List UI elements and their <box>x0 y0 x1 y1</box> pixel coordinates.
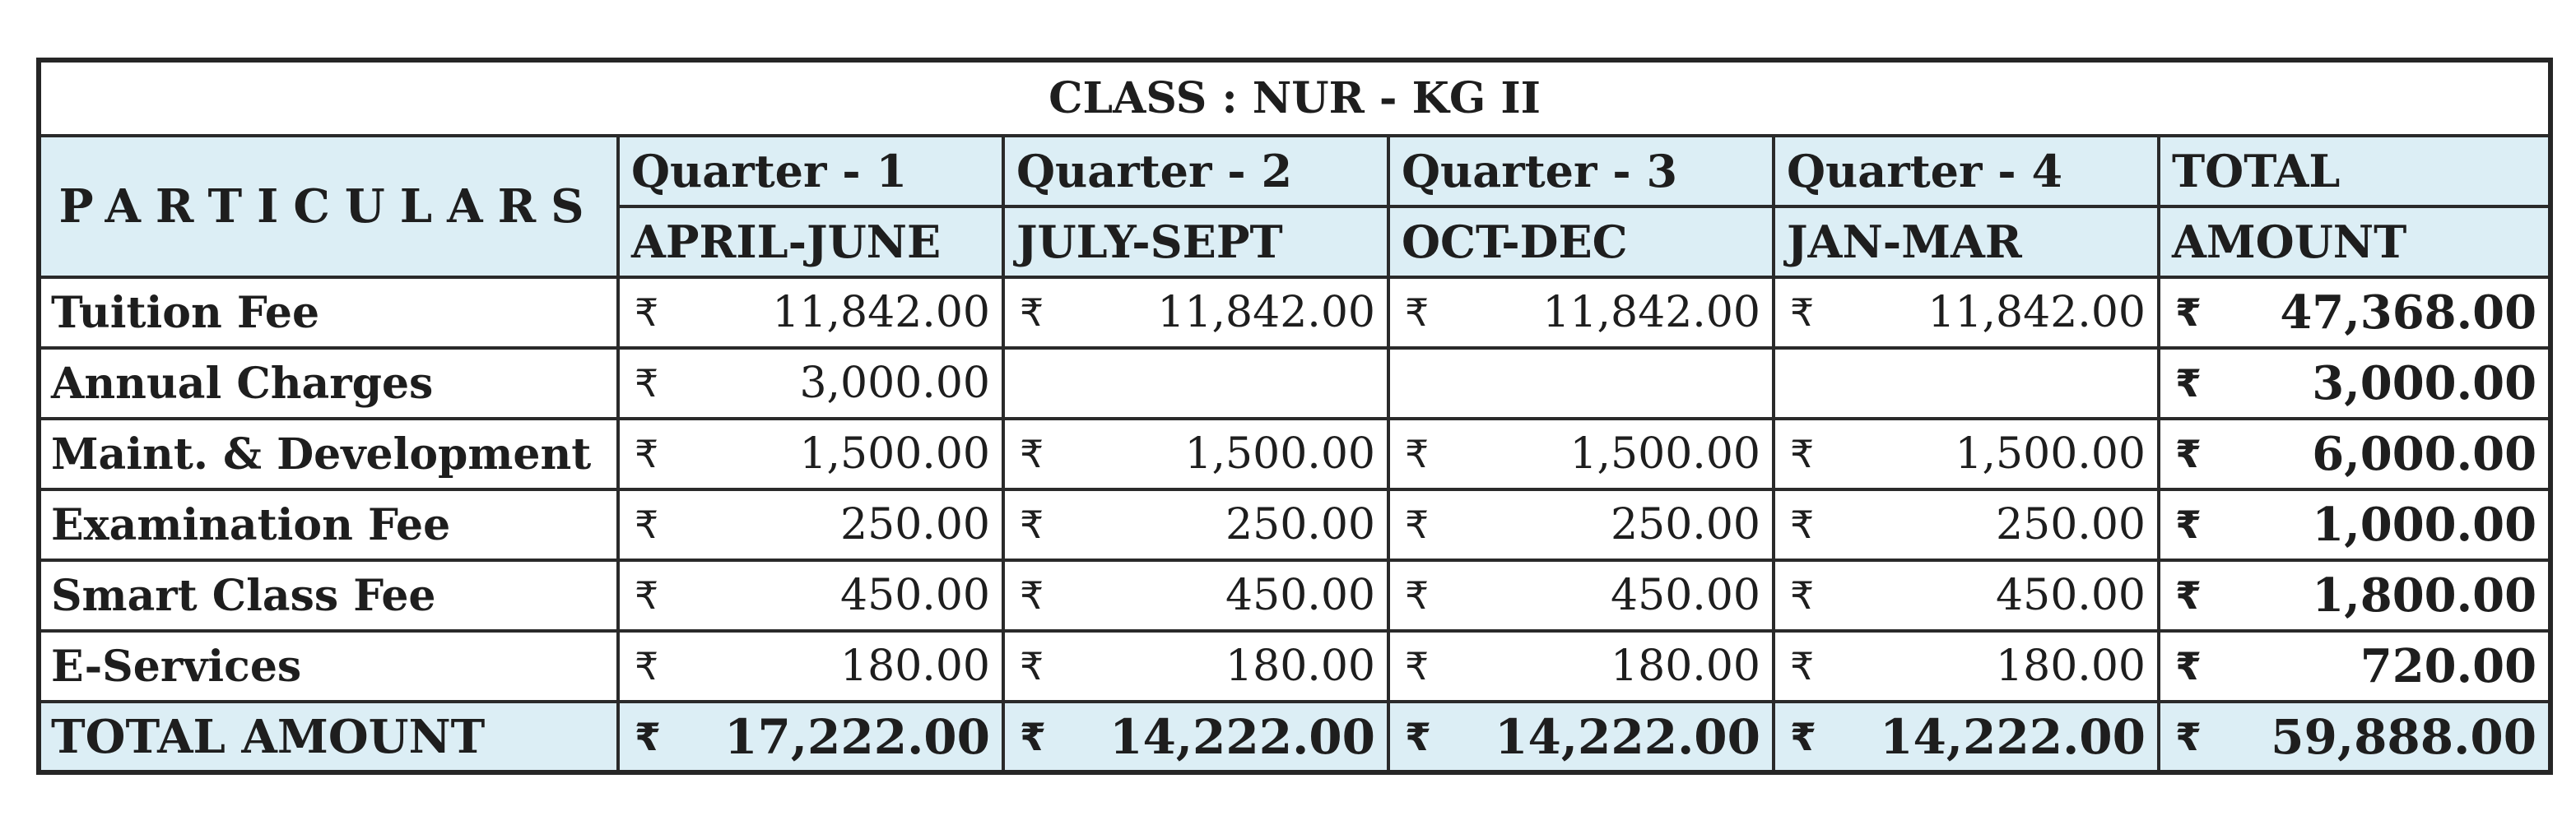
row-total-amount <box>2159 631 2550 702</box>
rupee-symbol: ₹ <box>1020 432 1044 476</box>
rupee-symbol: ₹ <box>1020 573 1044 618</box>
rupee-symbol: ₹ <box>635 432 659 476</box>
header-row-1 <box>39 136 2550 206</box>
quarter-2-period: JULY-SEPT <box>1003 206 1388 277</box>
total-row-label: TOTAL AMOUNT <box>39 702 618 772</box>
rupee-symbol: ₹ <box>2175 644 2202 688</box>
amount-value: 1,500.00 <box>1184 429 1375 479</box>
quarter-4-header: Quarter - 4 <box>1774 136 2159 206</box>
rupee-symbol: ₹ <box>1405 432 1430 476</box>
quarter-1-amount <box>618 560 1003 631</box>
quarter-3-amount <box>1388 348 1774 419</box>
rupee-symbol: ₹ <box>1790 503 1815 547</box>
quarter-3-amount <box>1388 419 1774 489</box>
quarter-1-header: Quarter - 1 <box>618 136 1003 206</box>
amount-value: 1,500.00 <box>1569 429 1760 479</box>
amount-value: 11,842.00 <box>772 288 990 337</box>
table-row <box>39 277 2550 348</box>
quarter-4-amount <box>1774 631 2159 702</box>
total-header-line2: AMOUNT <box>2159 206 2550 277</box>
amount-value: 17,222.00 <box>724 708 990 765</box>
amount-value: 180.00 <box>840 642 990 691</box>
row-label: Examination Fee <box>39 489 618 560</box>
amount-value: 1,800.00 <box>2312 568 2537 623</box>
rupee-symbol: ₹ <box>1405 290 1430 335</box>
fee-rows <box>39 277 2550 702</box>
class-title: CLASS : NUR - KG II <box>39 60 2550 136</box>
amount-value: 11,842.00 <box>1157 288 1375 337</box>
quarter-4-amount <box>1774 560 2159 631</box>
rupee-symbol: ₹ <box>1790 714 1817 759</box>
table-row <box>39 419 2550 489</box>
total-header-line1: TOTAL <box>2159 136 2550 206</box>
amount-value: 450.00 <box>840 571 990 620</box>
amount-value: 450.00 <box>1225 571 1375 620</box>
amount-value: 180.00 <box>1225 642 1375 691</box>
amount-value: 1,500.00 <box>1955 429 2146 479</box>
row-total-amount <box>2159 277 2550 348</box>
rupee-symbol: ₹ <box>2175 573 2202 618</box>
rupee-symbol: ₹ <box>1790 644 1815 688</box>
rupee-symbol: ₹ <box>635 714 662 759</box>
grand-total-amount <box>2159 702 2550 772</box>
quarter-2-amount <box>1003 277 1388 348</box>
rupee-symbol: ₹ <box>635 573 659 618</box>
amount-value: 180.00 <box>1611 642 1760 691</box>
quarter-1-amount <box>618 348 1003 419</box>
table-row <box>39 489 2550 560</box>
rupee-symbol: ₹ <box>1790 573 1815 618</box>
quarter-2-amount <box>1003 348 1388 419</box>
amount-value: 3,000.00 <box>799 359 990 408</box>
quarter-4-amount <box>1774 348 2159 419</box>
row-total-amount <box>2159 489 2550 560</box>
row-label: Maint. & Development <box>39 419 618 489</box>
quarter-4-amount <box>1774 277 2159 348</box>
quarter-2-amount <box>1003 631 1388 702</box>
quarter-1-amount <box>618 631 1003 702</box>
rupee-symbol: ₹ <box>2175 503 2202 547</box>
row-total-amount <box>2159 560 2550 631</box>
quarter-3-amount <box>1388 277 1774 348</box>
quarter-3-amount <box>1388 631 1774 702</box>
amount-value: 450.00 <box>1996 571 2146 620</box>
amount-value: 250.00 <box>1996 500 2146 549</box>
quarter-1-amount <box>618 277 1003 348</box>
amount-value: 14,222.00 <box>1495 708 1760 765</box>
quarter-2-amount <box>1003 419 1388 489</box>
table-row <box>39 560 2550 631</box>
particulars-header: PARTICULARS <box>39 136 618 277</box>
amount-value: 47,368.00 <box>2280 285 2537 340</box>
table-row <box>39 348 2550 419</box>
quarter-4-period: JAN-MAR <box>1774 206 2159 277</box>
quarter-3-period: OCT-DEC <box>1388 206 1774 277</box>
quarter-3-total <box>1388 702 1774 772</box>
amount-value: 6,000.00 <box>2312 427 2537 481</box>
rupee-symbol: ₹ <box>2175 714 2202 759</box>
row-total-amount <box>2159 419 2550 489</box>
table-row <box>39 631 2550 702</box>
amount-value: 720.00 <box>2360 639 2537 693</box>
amount-value: 250.00 <box>1225 500 1375 549</box>
quarter-4-amount <box>1774 419 2159 489</box>
amount-value: 11,842.00 <box>1927 288 2146 337</box>
title-row <box>39 60 2550 136</box>
rupee-symbol: ₹ <box>1405 644 1430 688</box>
rupee-symbol: ₹ <box>1790 290 1815 335</box>
total-row <box>39 702 2550 772</box>
rupee-symbol: ₹ <box>635 361 659 406</box>
quarter-2-total <box>1003 702 1388 772</box>
quarter-1-amount <box>618 489 1003 560</box>
quarter-2-amount <box>1003 560 1388 631</box>
amount-value: 14,222.00 <box>1880 708 2146 765</box>
rupee-symbol: ₹ <box>1020 503 1044 547</box>
amount-value: 11,842.00 <box>1542 288 1760 337</box>
amount-value: 450.00 <box>1611 571 1760 620</box>
quarter-2-header: Quarter - 2 <box>1003 136 1388 206</box>
amount-value: 250.00 <box>1611 500 1760 549</box>
quarter-3-amount <box>1388 560 1774 631</box>
amount-value: 3,000.00 <box>2312 356 2537 410</box>
quarter-1-total <box>618 702 1003 772</box>
amount-value: 1,000.00 <box>2312 498 2537 552</box>
amount-value: 180.00 <box>1996 642 2146 691</box>
rupee-symbol: ₹ <box>2175 432 2202 476</box>
fee-structure-table <box>36 58 2553 775</box>
amount-value: 1,500.00 <box>799 429 990 479</box>
rupee-symbol: ₹ <box>1405 573 1430 618</box>
row-label: E-Services <box>39 631 618 702</box>
rupee-symbol: ₹ <box>1405 714 1432 759</box>
quarter-3-header: Quarter - 3 <box>1388 136 1774 206</box>
rupee-symbol: ₹ <box>1020 644 1044 688</box>
amount-value: 14,222.00 <box>1109 708 1375 765</box>
rupee-symbol: ₹ <box>1020 290 1044 335</box>
row-total-amount <box>2159 348 2550 419</box>
amount-value: 250.00 <box>840 500 990 549</box>
quarter-4-amount <box>1774 489 2159 560</box>
quarter-4-total <box>1774 702 2159 772</box>
amount-value: 59,888.00 <box>2271 708 2537 765</box>
rupee-symbol: ₹ <box>1790 432 1815 476</box>
row-label: Tuition Fee <box>39 277 618 348</box>
rupee-symbol: ₹ <box>1405 503 1430 547</box>
quarter-3-amount <box>1388 489 1774 560</box>
quarter-1-amount <box>618 419 1003 489</box>
quarter-1-period: APRIL-JUNE <box>618 206 1003 277</box>
rupee-symbol: ₹ <box>2175 290 2202 335</box>
rupee-symbol: ₹ <box>635 644 659 688</box>
quarter-2-amount <box>1003 489 1388 560</box>
rupee-symbol: ₹ <box>635 503 659 547</box>
total-body <box>39 702 2550 772</box>
row-label: Annual Charges <box>39 348 618 419</box>
rupee-symbol: ₹ <box>2175 361 2202 406</box>
row-label: Smart Class Fee <box>39 560 618 631</box>
rupee-symbol: ₹ <box>635 290 659 335</box>
rupee-symbol: ₹ <box>1020 714 1047 759</box>
